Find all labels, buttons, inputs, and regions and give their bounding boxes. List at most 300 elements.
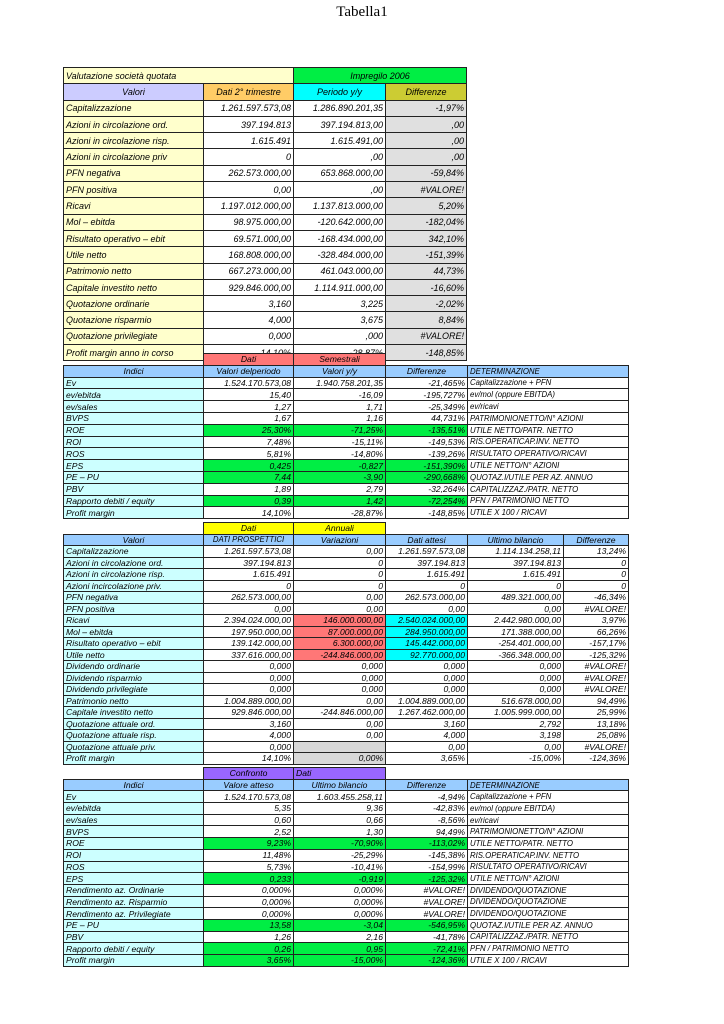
value-cell: 13,18% xyxy=(564,718,629,730)
value-cell: 0,000% xyxy=(294,908,386,920)
value-cell: #VALORE! xyxy=(564,672,629,684)
value-cell: 0,000 xyxy=(386,672,468,684)
table-row xyxy=(64,884,629,896)
value-cell: 0,00% xyxy=(294,753,386,765)
row-label: ROE xyxy=(64,838,204,850)
row-label: Profit margin xyxy=(64,955,204,967)
value-cell: 0,000 xyxy=(204,684,294,696)
value-cell: -28,87% xyxy=(294,507,386,519)
row-label: Azioni in circolazione risp. xyxy=(64,133,204,149)
determination-cell: UTILE NETTO/N° AZIONI xyxy=(468,873,629,885)
table-row xyxy=(64,546,629,558)
value-cell: 262.573.000,00 xyxy=(386,592,468,604)
determination-cell: ev/mol (oppure EBITDA) xyxy=(468,389,629,401)
value-cell: 5,73% xyxy=(204,861,294,873)
table-row xyxy=(64,919,629,931)
value-cell: 0,39 xyxy=(204,495,294,507)
column-header: Dati 2° trimestre xyxy=(204,84,294,100)
value-cell: ,000 xyxy=(294,328,386,344)
column-header: Dati attesi xyxy=(386,534,468,546)
value-cell: 5,20% xyxy=(386,198,467,214)
value-cell: -32,264% xyxy=(386,483,468,495)
value-cell: 0,00 xyxy=(468,741,564,753)
column-header: DATI PROSPETTICI xyxy=(204,534,294,546)
value-cell: 1,42 xyxy=(294,495,386,507)
column-header: Valori y/y xyxy=(294,365,386,377)
value-cell: 2.394.024.000,00 xyxy=(204,615,294,627)
value-cell: 1,27 xyxy=(204,401,294,413)
value-cell: -15,11% xyxy=(294,436,386,448)
row-label: Rendimento az. Ordinarie xyxy=(64,884,204,896)
spacer xyxy=(564,523,629,535)
determination-cell: ev/ricavi xyxy=(468,401,629,413)
value-cell: 3,198 xyxy=(468,730,564,742)
value-cell: ,00 xyxy=(294,149,386,165)
row-label: PFN positiva xyxy=(64,603,204,615)
row-label: Ricavi xyxy=(64,615,204,627)
value-cell: -15,00% xyxy=(294,955,386,967)
spacer xyxy=(64,354,204,366)
row-label: Patrimonio netto xyxy=(64,263,204,279)
value-cell: -113,02% xyxy=(386,838,468,850)
value-cell: -25,29% xyxy=(294,849,386,861)
value-cell: -41,78% xyxy=(386,931,468,943)
row-label: Patrimonio netto xyxy=(64,695,204,707)
value-cell: 0 xyxy=(294,557,386,569)
table-row xyxy=(64,401,629,413)
value-cell: 25,30% xyxy=(204,424,294,436)
row-label: Mol – ebitda xyxy=(64,214,204,230)
value-cell: -168.434.000,00 xyxy=(294,230,386,246)
value-cell: 44,73% xyxy=(386,263,467,279)
row-label: Rendimento az. Risparmio xyxy=(64,896,204,908)
table-row xyxy=(64,849,629,861)
row-label: BVPS xyxy=(64,826,204,838)
row-label: Quotazione attuale ord. xyxy=(64,718,204,730)
value-cell: 397.194.813 xyxy=(204,557,294,569)
value-cell: 1.114.134.258,11 xyxy=(468,546,564,558)
table-row xyxy=(64,730,629,742)
table-row xyxy=(64,707,629,719)
row-label: Azioni in circolazione ord. xyxy=(64,116,204,132)
determination-cell: RIS.OPERATICAP.INV. NETTO xyxy=(468,436,629,448)
table-row xyxy=(64,569,629,581)
table-row xyxy=(64,133,467,149)
column-header: Indici xyxy=(64,365,204,377)
table-row xyxy=(64,182,467,198)
value-cell: 0,00 xyxy=(204,182,294,198)
value-cell: 0,000 xyxy=(468,684,564,696)
tag-row xyxy=(64,768,629,780)
value-cell: 2,16 xyxy=(294,931,386,943)
table-row xyxy=(64,638,629,650)
value-cell: 653.868.000,00 xyxy=(294,165,386,181)
table-row xyxy=(64,149,467,165)
value-cell: 0,000 xyxy=(294,672,386,684)
determination-cell: PATRIMONIONETTO/N° AZIONI xyxy=(468,826,629,838)
value-cell: 929.846.000,00 xyxy=(204,279,294,295)
table-row xyxy=(64,100,467,116)
column-header: Differenze xyxy=(386,779,468,791)
value-cell: 1.940.758.201,35 xyxy=(294,377,386,389)
row-label: PE – PU xyxy=(64,471,204,483)
value-cell: -120.642.000,00 xyxy=(294,214,386,230)
table-header-row xyxy=(64,365,629,377)
value-cell: 7,48% xyxy=(204,436,294,448)
row-label: PE – PU xyxy=(64,919,204,931)
row-label: Capitale investito netto xyxy=(64,707,204,719)
value-cell: 0,00 xyxy=(294,603,386,615)
determination-cell: CAPITALIZZAZ./PATR. NETTO xyxy=(468,931,629,943)
value-cell: -0,827 xyxy=(294,460,386,472)
table-row xyxy=(64,695,629,707)
value-cell: 0,66 xyxy=(294,814,386,826)
table-row xyxy=(64,672,629,684)
value-cell: 1,30 xyxy=(294,826,386,838)
column-header: Differenze xyxy=(386,365,468,377)
value-cell: #VALORE! xyxy=(386,182,467,198)
table-row xyxy=(64,263,467,279)
row-label: ev/sales xyxy=(64,814,204,826)
column-header: Ultimo bilancio xyxy=(294,779,386,791)
value-cell: 5,81% xyxy=(204,448,294,460)
table-row xyxy=(64,557,629,569)
value-cell: 1.615.491 xyxy=(204,569,294,581)
value-cell: 0,000 xyxy=(468,661,564,673)
table-row xyxy=(64,592,629,604)
value-cell: 1.615.491,00 xyxy=(294,133,386,149)
value-cell: -124,36% xyxy=(386,955,468,967)
row-label: Profit margin anno in corso xyxy=(64,345,204,361)
row-label: ROS xyxy=(64,448,204,460)
value-cell: -8,56% xyxy=(386,814,468,826)
row-label: Capitalizzazione xyxy=(64,546,204,558)
value-cell: 0,00 xyxy=(294,546,386,558)
value-cell: -25,349% xyxy=(386,401,468,413)
value-cell: -16,60% xyxy=(386,279,467,295)
table-row xyxy=(64,791,629,803)
table-row xyxy=(64,247,467,263)
spacer xyxy=(386,354,468,366)
column-header: Differenze xyxy=(564,534,629,546)
value-cell: -72,254% xyxy=(386,495,468,507)
determination-cell: ev/ricavi xyxy=(468,814,629,826)
value-cell: #VALORE! xyxy=(564,684,629,696)
value-cell: -148,85% xyxy=(386,345,467,361)
row-label: Quotazione privilegiate xyxy=(64,328,204,344)
value-cell: -145,38% xyxy=(386,849,468,861)
value-cell: 0 xyxy=(564,580,629,592)
value-cell: 98.975.000,00 xyxy=(204,214,294,230)
value-cell: 0,00 xyxy=(386,741,468,753)
row-label: ev/ebitda xyxy=(64,389,204,401)
row-label: ROS xyxy=(64,861,204,873)
value-cell: 3,160 xyxy=(204,718,294,730)
row-label: Utile netto xyxy=(64,247,204,263)
value-cell: -15,00% xyxy=(468,753,564,765)
determination-cell: RIS.OPERATICAP.INV. NETTO xyxy=(468,849,629,861)
table-row xyxy=(64,626,629,638)
value-cell: 9,23% xyxy=(204,838,294,850)
table-row xyxy=(64,377,629,389)
value-cell: 1,26 xyxy=(204,931,294,943)
value-cell: ,00 xyxy=(386,116,467,132)
table-row xyxy=(64,838,629,850)
value-cell: ,00 xyxy=(294,182,386,198)
table-row xyxy=(64,412,629,424)
value-cell: 14,10% xyxy=(204,507,294,519)
determination-cell: UTILE NETTO/N° AZIONI xyxy=(468,460,629,472)
value-cell: #VALORE! xyxy=(564,741,629,753)
row-label: PBV xyxy=(64,483,204,495)
value-cell: 0 xyxy=(468,580,564,592)
value-cell xyxy=(294,741,386,753)
value-cell: -46,34% xyxy=(564,592,629,604)
determination-cell: DIVIDENDO/QUOTAZIONE xyxy=(468,908,629,920)
row-label: Azioni in circolazione ord. xyxy=(64,557,204,569)
column-header: Periodo y/y xyxy=(294,84,386,100)
table-row xyxy=(64,312,467,328)
determination-cell: DIVIDENDO/QUOTAZIONE xyxy=(468,896,629,908)
table-row xyxy=(64,471,629,483)
value-cell: 0,00 xyxy=(294,695,386,707)
table-row xyxy=(64,753,629,765)
determination-cell: PATRIMONIONETTO/N° AZIONI xyxy=(468,412,629,424)
value-cell: 3,65% xyxy=(204,955,294,967)
value-cell: 0,000 xyxy=(204,672,294,684)
value-cell: 0,00 xyxy=(468,603,564,615)
row-label: Profit margin xyxy=(64,753,204,765)
value-cell: 1,67 xyxy=(204,412,294,424)
value-cell: -16,09 xyxy=(294,389,386,401)
section-tag: Dati xyxy=(204,523,294,535)
table-row xyxy=(64,908,629,920)
value-cell: 0,000 xyxy=(386,661,468,673)
value-cell: 461.043.000,00 xyxy=(294,263,386,279)
value-cell: 3,160 xyxy=(386,718,468,730)
value-cell: 0 xyxy=(204,580,294,592)
row-label: Ricavi xyxy=(64,198,204,214)
value-cell: 94,49% xyxy=(564,695,629,707)
value-cell: 146.000.000,00 xyxy=(294,615,386,627)
value-cell: 397.194.813,00 xyxy=(294,116,386,132)
value-cell: -14,80% xyxy=(294,448,386,460)
row-label: ev/sales xyxy=(64,401,204,413)
value-cell: 3,225 xyxy=(294,296,386,312)
row-label: PFN negativa xyxy=(64,592,204,604)
row-label: Capitalizzazione xyxy=(64,100,204,116)
value-cell: -546,95% xyxy=(386,919,468,931)
spacer xyxy=(64,768,204,780)
value-cell: 139.142.000,00 xyxy=(204,638,294,650)
value-cell: -125,32% xyxy=(386,873,468,885)
value-cell: 0,233 xyxy=(204,873,294,885)
determination-cell: UTILE X 100 / RICAVI xyxy=(468,955,629,967)
value-cell: 66,26% xyxy=(564,626,629,638)
table-title-label: Valutazione società quotata xyxy=(64,68,294,84)
value-cell: -148,85% xyxy=(386,507,468,519)
value-cell: 0,000% xyxy=(204,908,294,920)
table-row xyxy=(64,684,629,696)
table-row xyxy=(64,460,629,472)
comparison-indices-table xyxy=(63,767,629,967)
row-label: Profit margin xyxy=(64,507,204,519)
value-cell: 1.286.890.201,35 xyxy=(294,100,386,116)
value-cell: 92.770.000,00 xyxy=(386,649,468,661)
value-cell: 1,71 xyxy=(294,401,386,413)
company-name: Impregilo 2006 xyxy=(294,68,467,84)
value-cell: 25,08% xyxy=(564,730,629,742)
value-cell: -0,919 xyxy=(294,873,386,885)
annual-data-table xyxy=(63,522,629,765)
value-cell: #VALORE! xyxy=(386,884,468,896)
value-cell: 2.540.024.000,00 xyxy=(386,615,468,627)
table-row xyxy=(64,873,629,885)
row-label: BVPS xyxy=(64,412,204,424)
row-label: Capitale investito netto xyxy=(64,279,204,295)
value-cell: 0,00 xyxy=(294,730,386,742)
value-cell: -366.348.000,00 xyxy=(468,649,564,661)
value-cell: 1.114.911.000,00 xyxy=(294,279,386,295)
table-row xyxy=(64,603,629,615)
table-row xyxy=(64,328,467,344)
value-cell: 1.615.491 xyxy=(468,569,564,581)
table-row xyxy=(64,661,629,673)
table-row xyxy=(64,507,629,519)
value-cell: -290,668% xyxy=(386,471,468,483)
value-cell: -149,53% xyxy=(386,436,468,448)
value-cell: 0,000% xyxy=(204,884,294,896)
value-cell: -10,41% xyxy=(294,861,386,873)
spacer xyxy=(468,354,629,366)
value-cell: -154,99% xyxy=(386,861,468,873)
row-label: Risultato operativo – ebit xyxy=(64,638,204,650)
row-label: Ev xyxy=(64,791,204,803)
value-cell: #VALORE! xyxy=(386,908,468,920)
value-cell: -59,84% xyxy=(386,165,467,181)
value-cell: 1.261.597.573,08 xyxy=(204,546,294,558)
value-cell: 929.846.000,00 xyxy=(204,707,294,719)
value-cell: 13,58 xyxy=(204,919,294,931)
value-cell: 342,10% xyxy=(386,230,467,246)
determination-cell: QUOTAZ.I/UTILE PER AZ. ANNUO xyxy=(468,919,629,931)
value-cell: 94,49% xyxy=(386,826,468,838)
table-row xyxy=(64,448,629,460)
value-cell: 516.678.000,00 xyxy=(468,695,564,707)
table-row xyxy=(64,803,629,815)
page-title: Tabella1 xyxy=(336,4,388,20)
table-row xyxy=(64,483,629,495)
determination-cell: UTILE NETTO/PATR. NETTO xyxy=(468,424,629,436)
spacer xyxy=(468,768,629,780)
section-tag: Dati xyxy=(294,768,386,780)
value-cell: 6.300.000,00 xyxy=(294,638,386,650)
value-cell: 1.004.889.000,00 xyxy=(204,695,294,707)
row-label: EPS xyxy=(64,460,204,472)
value-cell: #VALORE! xyxy=(564,661,629,673)
value-cell: 0,00 xyxy=(294,592,386,604)
value-cell: #VALORE! xyxy=(386,328,467,344)
table-header-row xyxy=(64,84,467,100)
table-row xyxy=(64,279,467,295)
table-row xyxy=(64,718,629,730)
table-row xyxy=(64,931,629,943)
value-cell: 25,99% xyxy=(564,707,629,719)
value-cell: -244.846.000,00 xyxy=(294,649,386,661)
column-header: Valori xyxy=(64,534,204,546)
table-row xyxy=(64,424,629,436)
row-label: Rapporto debiti / equity xyxy=(64,495,204,507)
value-cell: 87.000.000,00 xyxy=(294,626,386,638)
value-cell: 3,65% xyxy=(386,753,468,765)
table-header-row xyxy=(64,534,629,546)
value-cell: 0 xyxy=(294,569,386,581)
value-cell: 1,16 xyxy=(294,412,386,424)
value-cell: 1.603.455.258,11 xyxy=(294,791,386,803)
value-cell: 0,000 xyxy=(386,684,468,696)
value-cell: 1.267.462.000,00 xyxy=(386,707,468,719)
value-cell: 2,52 xyxy=(204,826,294,838)
value-cell: 262.573.000,00 xyxy=(204,165,294,181)
value-cell: 44,731% xyxy=(386,412,468,424)
value-cell: 284.950.000,00 xyxy=(386,626,468,638)
row-label: EPS xyxy=(64,873,204,885)
row-label: Dividendo risparmio xyxy=(64,672,204,684)
value-cell: 0,00 xyxy=(386,603,468,615)
value-cell: 2.442.980.000,00 xyxy=(468,615,564,627)
value-cell: 0 xyxy=(204,149,294,165)
row-label: ROI xyxy=(64,436,204,448)
value-cell: 168.808.000,00 xyxy=(204,247,294,263)
row-label: ev/ebitda xyxy=(64,803,204,815)
determination-cell: Capitalizzazione + PFN xyxy=(468,377,629,389)
value-cell: 0,00 xyxy=(204,603,294,615)
value-cell: 145.442.000,00 xyxy=(386,638,468,650)
value-cell: 0,000 xyxy=(294,661,386,673)
value-cell: 0,000 xyxy=(204,661,294,673)
row-label: Mol – ebitda xyxy=(64,626,204,638)
value-cell: 3,675 xyxy=(294,312,386,328)
value-cell: #VALORE! xyxy=(386,896,468,908)
value-cell: ,00 xyxy=(386,149,467,165)
table-row xyxy=(64,649,629,661)
tag-row xyxy=(64,523,629,535)
column-header: Valori delperiodo xyxy=(204,365,294,377)
value-cell: 0,00 xyxy=(294,718,386,730)
column-header: Valore atteso xyxy=(204,779,294,791)
determination-cell: RISULTATO OPERATIVO/RICAVI xyxy=(468,448,629,460)
value-cell: -2,02% xyxy=(386,296,467,312)
value-cell: -71,25% xyxy=(294,424,386,436)
table-row xyxy=(64,896,629,908)
table-title-row xyxy=(64,68,467,84)
value-cell: 171.388.000,00 xyxy=(468,626,564,638)
value-cell: 0,000 xyxy=(468,672,564,684)
tag-row xyxy=(64,354,629,366)
determination-cell: QUOTAZ.I/UTILE PER AZ. ANNUO xyxy=(468,471,629,483)
valuation-table xyxy=(63,67,467,361)
value-cell: 3,97% xyxy=(564,615,629,627)
value-cell: 1.615.491 xyxy=(386,569,468,581)
table-row xyxy=(64,814,629,826)
value-cell: 197.950.000,00 xyxy=(204,626,294,638)
column-header: Valori xyxy=(64,84,204,100)
spacer xyxy=(386,523,468,535)
row-label: Utile netto xyxy=(64,649,204,661)
value-cell: 0,000% xyxy=(294,884,386,896)
value-cell: 11,48% xyxy=(204,849,294,861)
value-cell: 7,44 xyxy=(204,471,294,483)
